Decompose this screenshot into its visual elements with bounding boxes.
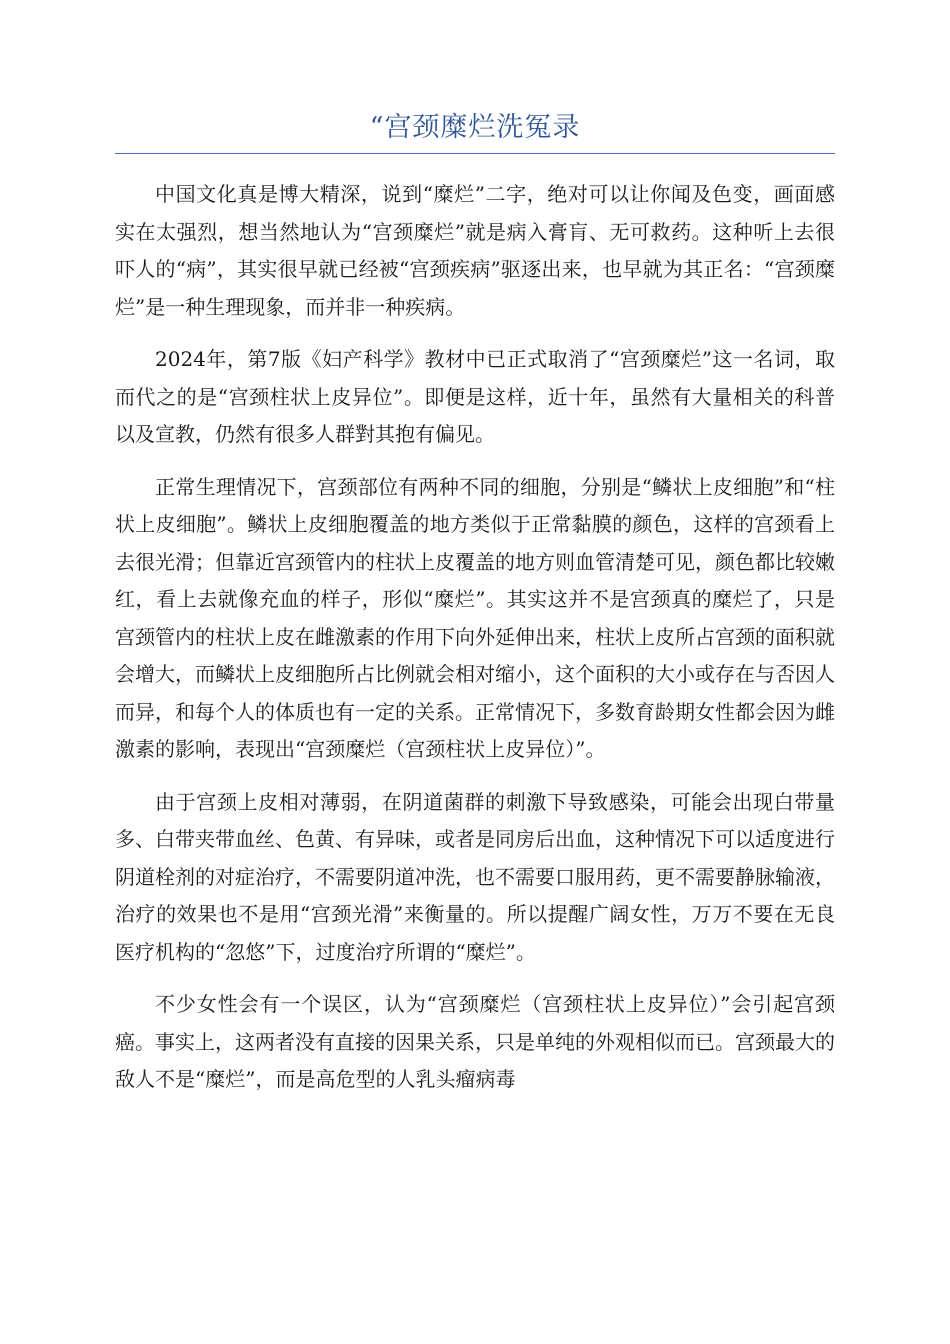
paragraph-5: 不少女性会有一个误区，认为“宫颈糜烂（宫颈柱状上皮异位）”会引起宫颈癌。事实上，这两者没有直接的因果关系，只是单纯的外观相似而已。宫颈最大的敌人不是“糜烂”，而是高危型的人乳头瘤病毒: [115, 992, 835, 1091]
document-body: [115, 176, 835, 1114]
paragraph-1: 中国文化真是博大精深，说到“糜烂”二字，绝对可以让你闻及色变，画面感实在太强烈，想当然地认为“宫颈糜烂”就是病入膏肓、无可救药。这种听上去很吓人的“病”，其实很早就已经被“宫颈疾病”驱逐出来，也早就为其正名：“宫颈糜烂”是一种生理现象，而并非一种疾病。: [115, 182, 835, 319]
paragraph-2: 2024年，第7版《妇产科学》教材中已正式取消了“宫颈糜烂”这一名词，取而代之的是“宫颈柱状上皮异位”。即便是这样，近十年，虽然有大量相关的科普以及宣教，仍然有很多人群對其抱有偏见。: [115, 347, 835, 446]
document-title: “宫颈糜烂洗冤录: [369, 112, 581, 143]
paragraph-3: 正常生理情况下，宫颈部位有两种不同的细胞，分别是“鳞状上皮细胞”和“柱状上皮细胞”。鳞状上皮细胞覆盖的地方类似于正常黏膜的颜色，这样的宫颈看上去很光滑；但靠近宫颈管内的柱状上皮覆盖的地方则血管清楚可见，颜色都比较嫩红，看上去就像充血的样子，形似“糜烂”。其实这并不是宫颈真的糜烂了，只是宫颈管内的柱状上皮在雌激素的作用下向外延伸出来，柱状上皮所占宫颈的面积就会增大，而鳞状上皮细胞所占比例就会相对缩小，这个面积的大小或存在与否因人而异，和每个人的体质也有一定的关系。正常情况下，多数育龄期女性都会因为雌激素的影响，表现出“宫颈糜烂（宫颈柱状上皮异位）”。: [115, 474, 835, 761]
paragraph-4: 由于宫颈上皮相对薄弱，在阴道菌群的刺激下导致感染，可能会出现白带量多、白带夹带血丝、色黄、有异味，或者是同房后出血，这种情况下可以适度进行阴道栓剂的对症治疗，不需要阴道冲洗，也不需要口服用药，更不需要静脉输液，治疗的效果也不是用“宫颈光滑”来衡量的。所以提醒广阔女性，万万不要在无良医疗机构的“忽悠”下，过度治疗所谓的“糜烂”。: [115, 789, 835, 964]
title-underline: [115, 153, 835, 154]
